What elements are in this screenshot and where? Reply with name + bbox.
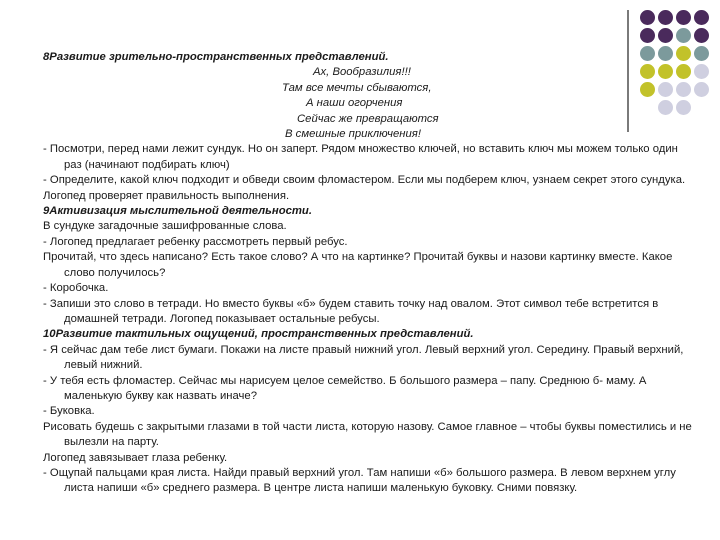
paragraph: В сундуке загадочные зашифрованные слова.: [43, 220, 287, 233]
paragraph: Логопед проверяет правильность выполнения.: [43, 189, 290, 202]
paragraph: - Ощупай пальцами края листа. Найди правый верхний угол. Там напиши «б» большого размера. В левом верхнем углу листа напиши «б» среднего размера. В центре листа напиши маленькую буковку. Сними повязку.: [43, 466, 676, 495]
decorative-dot: [658, 10, 673, 25]
paragraph: Логопед завязывает глаза ребенку.: [43, 451, 228, 464]
paragraph: - Посмотри, перед нами лежит сундук. Но он заперт. Рядом множество ключей, но вставить ключ мы можем только один раз (начинают подбирать ключ): [43, 143, 678, 171]
poem-line: Сейчас же превращаются: [297, 112, 439, 125]
paragraph: - Запиши это слово в тетради. Но вместо буквы «б» будем ставить точку над овалом. Этот символ тебе встретится в домашней тетради. Логопед показывает остальные ребусы.: [43, 297, 659, 325]
paragraph: - Коробочка.: [43, 282, 109, 295]
paragraph: - Логопед предлагает ребенку рассмотреть первый ребус.: [43, 235, 348, 248]
decorative-dot: [640, 10, 655, 25]
paragraph: - Буковка.: [43, 405, 95, 418]
document-body: [43, 50, 693, 497]
poem-line: А наши огорчения: [306, 97, 403, 110]
decorative-dot: [694, 28, 709, 43]
decorative-dot: [694, 64, 709, 79]
section-10-title: 10Развитие тактильных ощущений, пространственных представлений.: [43, 328, 474, 341]
poem-line: Ах, Вообразилия!!!: [313, 66, 411, 79]
decorative-dot: [676, 10, 691, 25]
poem-line: Там все мечты сбываются,: [282, 81, 432, 94]
section-9-title: 9Активизация мыслительной деятельности.: [43, 205, 312, 218]
decorative-dot: [694, 82, 709, 97]
decorative-dot: [694, 46, 709, 61]
paragraph: - Определите, какой ключ подходит и обведи своим фломастером. Если мы подберем ключ, узнаем секрет этого сундука.: [43, 174, 686, 187]
decorative-dot: [658, 28, 673, 43]
decorative-dot: [640, 28, 655, 43]
decorative-dot: [694, 10, 709, 25]
decorative-dot: [676, 28, 691, 43]
paragraph: Прочитай, что здесь написано? Есть такое слово? А что на картинке? Прочитай буквы и назови картинку вместе. Какое слово получилось?: [43, 251, 673, 279]
paragraph: Рисовать будешь с закрытыми глазами в той части листа, которую назову. Самое главное – чтобы буквы поместились и не вылезли на парту.: [43, 420, 692, 449]
paragraph: - Я сейчас дам тебе лист бумаги. Покажи на листе правый нижний угол. Левый верхний угол. Середину. Правый верхний, левый нижний.: [43, 343, 684, 372]
poem-line: В смешные приключения!: [285, 128, 421, 141]
section-8-title: 8Развитие зрительно-пространственных представлений.: [43, 51, 389, 63]
paragraph: - У тебя есть фломастер. Сейчас мы нарисуем целое семейство. Б большого размера – папу. Среднюю б- маму. А маленькую букву как назвать иначе?: [43, 374, 647, 402]
